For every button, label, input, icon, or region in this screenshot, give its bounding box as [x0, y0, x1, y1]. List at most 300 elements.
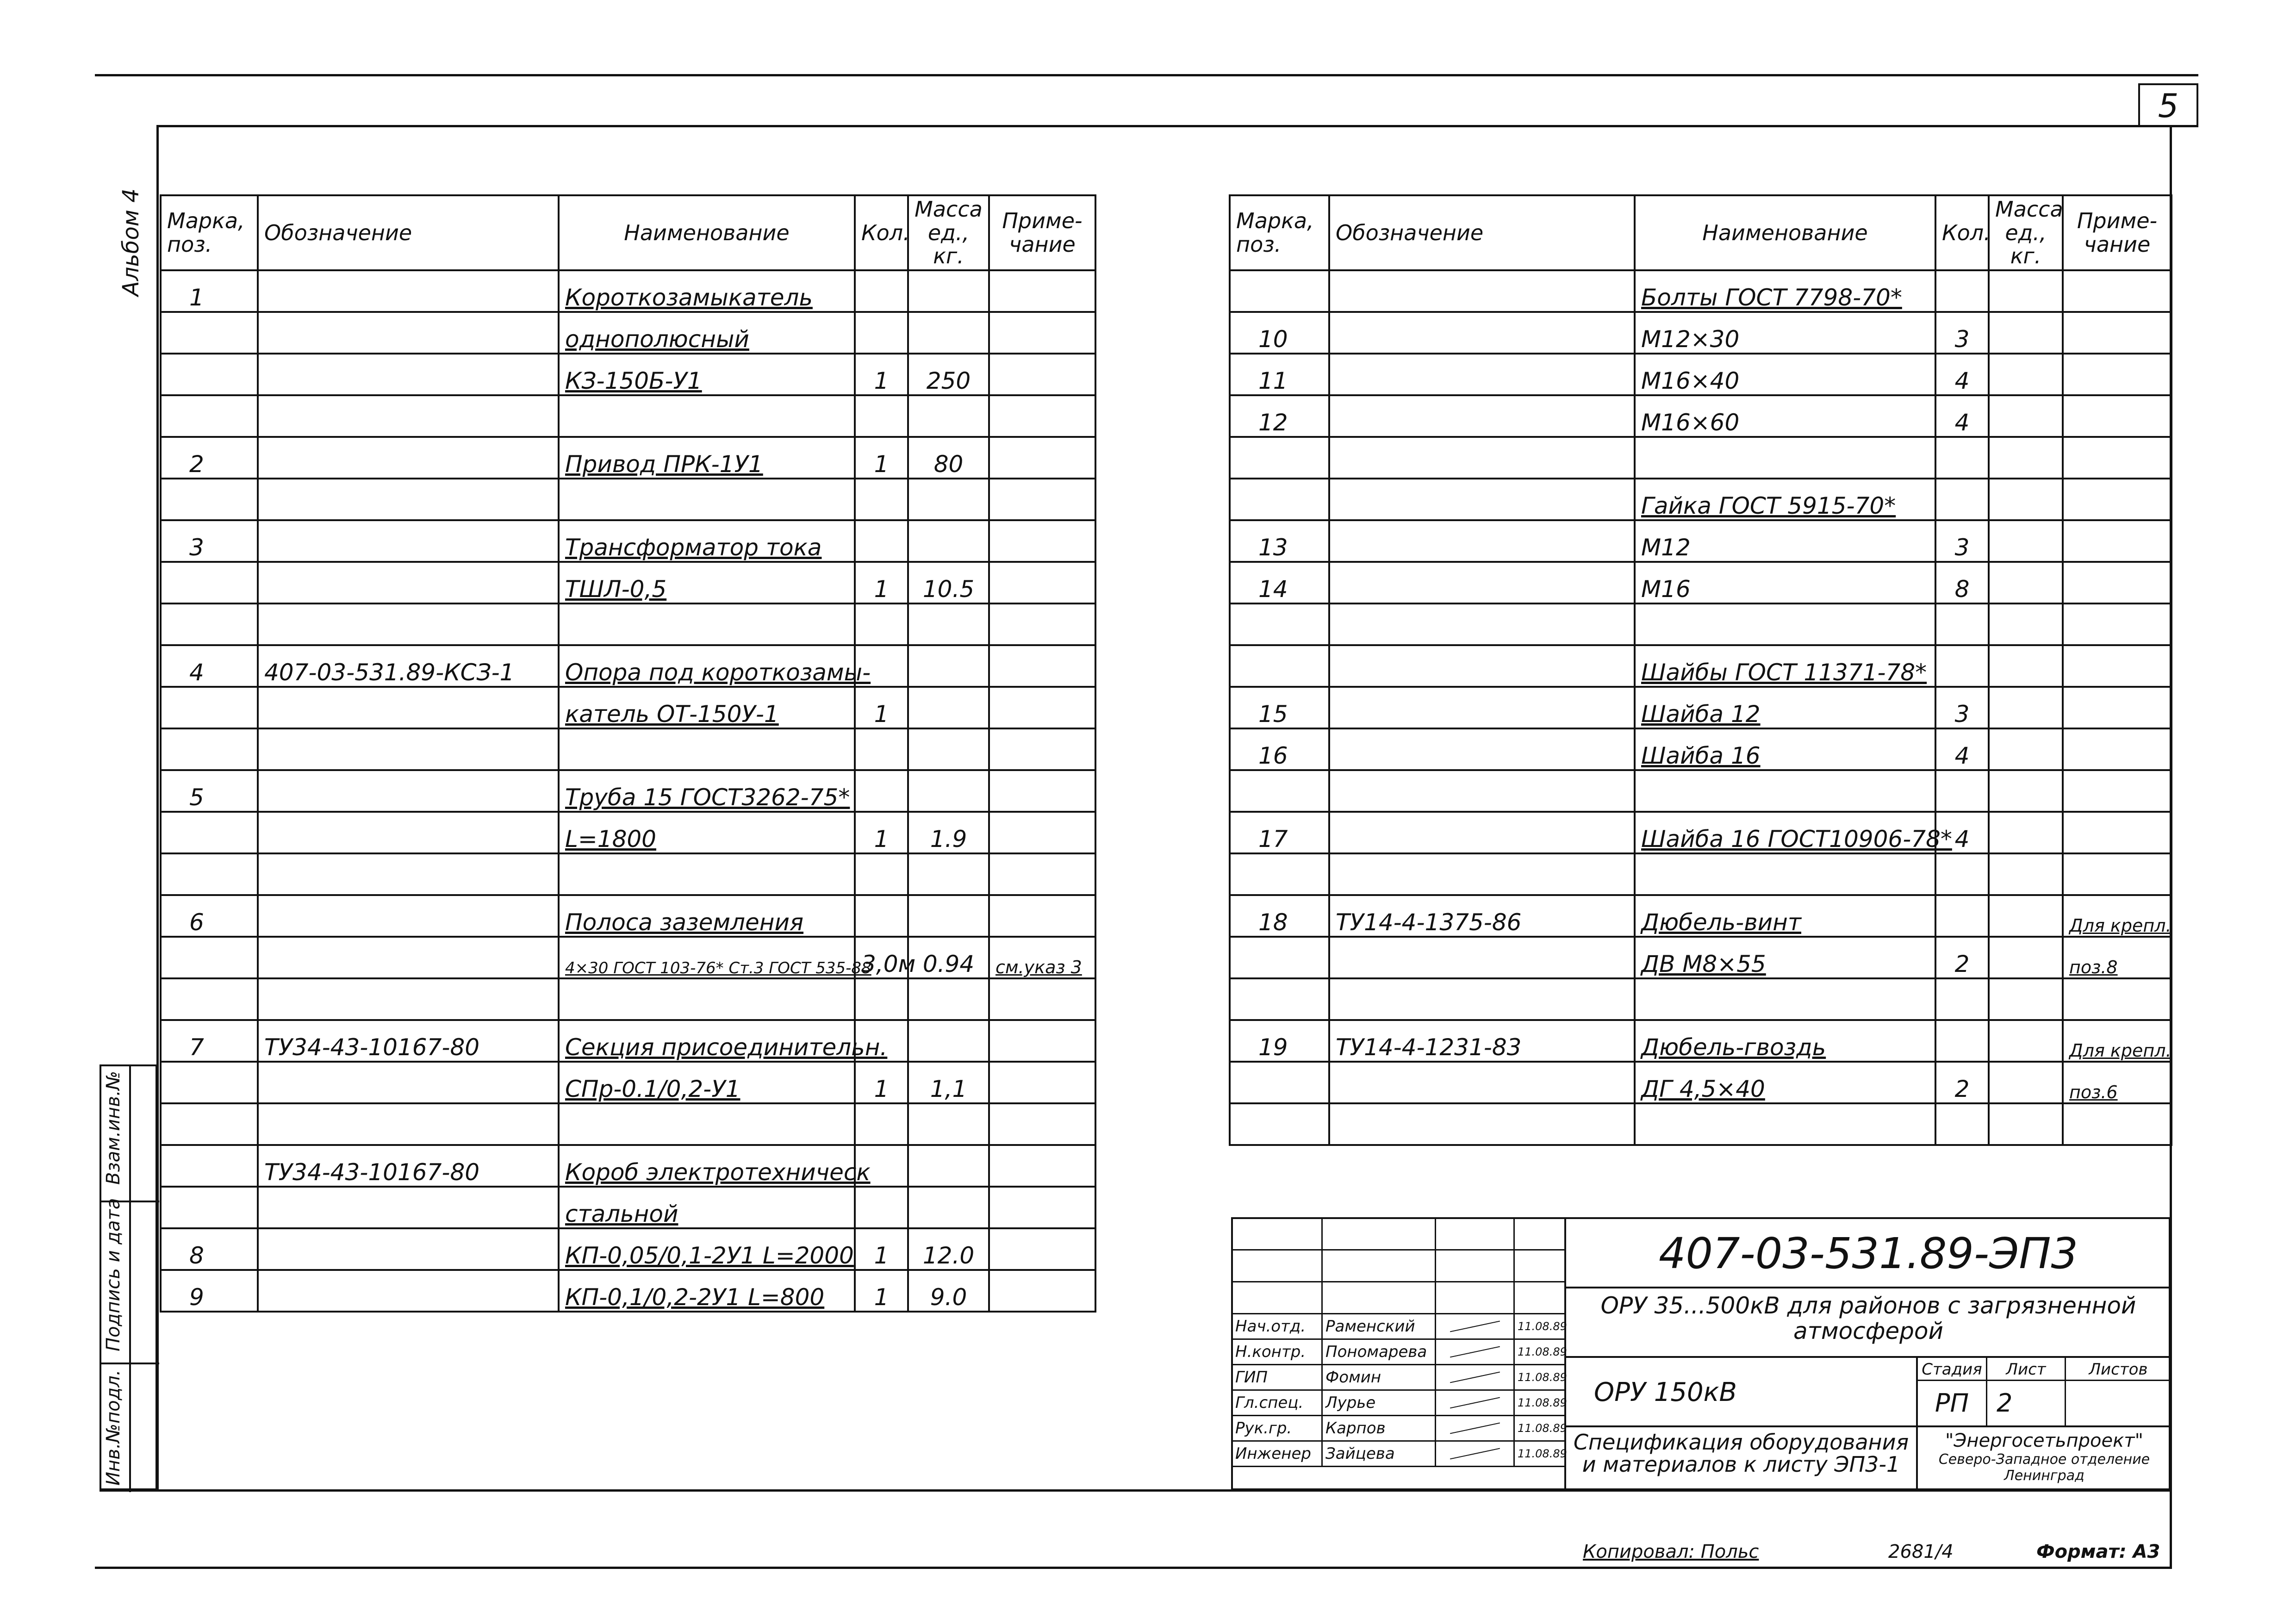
designation-cell [1329, 354, 1635, 395]
designation-cell [258, 1103, 559, 1145]
qty-cell [1935, 645, 1989, 687]
col-mark: Марка, поз. [1230, 195, 1329, 270]
footer-format: Формат: А3 [2036, 1541, 2160, 1562]
note-cell [2063, 770, 2172, 812]
name-cell [559, 978, 855, 1020]
handwritten-signature [1450, 1423, 1500, 1434]
name-cell: КП-0,1/0,2-2У1 L=800 [559, 1270, 855, 1312]
name-cell: Гайка ГОСТ 5915-70* [1635, 479, 1935, 520]
sheet-title: Спецификация оборудования и материалов к листу ЭП3-1 [1564, 1427, 1916, 1490]
pos-cell [161, 1187, 258, 1228]
title-block [1231, 1217, 2171, 1490]
doc-code: 407-03-531.89-ЭП3 [1564, 1219, 2171, 1288]
designation-cell [258, 1228, 559, 1270]
note-cell [989, 895, 1095, 937]
note-cell [989, 728, 1095, 770]
mass-cell [1989, 354, 2063, 395]
designation-cell [1329, 520, 1635, 562]
signature-cell [1436, 1365, 1514, 1390]
mass-cell [908, 520, 989, 562]
mass-cell [908, 312, 989, 354]
date-cell: 11.08.89 [1514, 1365, 1565, 1390]
table-row [161, 1145, 1095, 1187]
qty-cell [855, 479, 908, 520]
pos-cell [161, 812, 258, 853]
note-cell [989, 1187, 1095, 1228]
note-cell [989, 312, 1095, 354]
mass-cell: 12.0 [908, 1228, 989, 1270]
table-row [161, 520, 1095, 562]
pos-cell: 10 [1230, 312, 1329, 354]
name-cell: ДВ М8×55 [1635, 937, 1935, 978]
pos-cell: 8 [161, 1228, 258, 1270]
name-cell [559, 728, 855, 770]
qty-cell [1935, 270, 1989, 312]
qty-cell [1935, 1103, 1989, 1145]
name-cell: М16 [1635, 562, 1935, 604]
table-row [161, 562, 1095, 604]
pos-cell: 18 [1230, 895, 1329, 937]
pos-cell: 1 [161, 270, 258, 312]
note-cell [2063, 645, 2172, 687]
table-row [1230, 437, 2172, 479]
table-row [161, 853, 1095, 895]
designation-cell [1329, 645, 1635, 687]
qty-cell: 1 [855, 1228, 908, 1270]
table-row [161, 270, 1095, 312]
pos-cell: 13 [1230, 520, 1329, 562]
designation-cell [258, 937, 559, 978]
note-cell [2063, 812, 2172, 853]
name-cell [1635, 770, 1935, 812]
table-row [1230, 604, 2172, 645]
pos-cell: 11 [1230, 354, 1329, 395]
col-mass: Масса ед., кг. [1989, 195, 2063, 270]
name-cell: М12 [1635, 520, 1935, 562]
name-cell [1635, 604, 1935, 645]
name-cell: Труба 15 ГОСТ3262-75* [559, 770, 855, 812]
table-row [161, 312, 1095, 354]
pos-cell [1230, 978, 1329, 1020]
name-cell: L=1800 [559, 812, 855, 853]
role-cell: Нач.отд. [1232, 1314, 1322, 1339]
qty-cell: 4 [1935, 354, 1989, 395]
col-qty: Кол. [855, 195, 908, 270]
name-cell: Зайцева [1322, 1441, 1436, 1467]
pos-cell [1230, 604, 1329, 645]
mass-cell [908, 1103, 989, 1145]
signature-blank-row [1232, 1282, 1565, 1314]
note-cell [989, 812, 1095, 853]
col-note: Приме- чание [989, 195, 1095, 270]
table-row [161, 1228, 1095, 1270]
table-row [1230, 1062, 2172, 1103]
name-cell: катель ОТ-150У-1 [559, 687, 855, 728]
blank-cell [1436, 1282, 1514, 1314]
table-row [1230, 479, 2172, 520]
designation-cell [258, 895, 559, 937]
table-row [161, 978, 1095, 1020]
pos-cell [161, 1103, 258, 1145]
blank-cell [1514, 1282, 1565, 1314]
table-header [161, 195, 1095, 270]
stage-box [1916, 1358, 2171, 1427]
table-row [161, 1270, 1095, 1312]
mass-cell [1989, 1020, 2063, 1062]
name-cell: Полоса заземления [559, 895, 855, 937]
table-row [1230, 812, 2172, 853]
date-cell: 11.08.89 [1514, 1390, 1565, 1416]
sheets-label: Листов [2066, 1358, 2171, 1381]
table-row [1230, 354, 2172, 395]
pos-cell: 4 [161, 645, 258, 687]
pos-cell [1230, 479, 1329, 520]
qty-cell: 4 [1935, 728, 1989, 770]
pos-cell [161, 479, 258, 520]
mass-cell [908, 770, 989, 812]
name-cell [559, 853, 855, 895]
note-cell [2063, 1103, 2172, 1145]
qty-cell: 4 [1935, 395, 1989, 437]
designation-cell [1329, 687, 1635, 728]
name-cell: Лурье [1322, 1390, 1436, 1416]
blank-cell [1232, 1250, 1322, 1282]
table-row [1230, 853, 2172, 895]
blank-cell [1232, 1282, 1322, 1314]
name-cell [559, 604, 855, 645]
designation-cell [1329, 1103, 1635, 1145]
org-branch: Северо-Западное отделение [1938, 1451, 2150, 1468]
designation-cell: ТУ14-4-1231-83 [1329, 1020, 1635, 1062]
qty-cell: 4 [1935, 812, 1989, 853]
qty-cell: 1 [855, 1270, 908, 1312]
note-cell [2063, 437, 2172, 479]
table-row [1230, 312, 2172, 354]
name-cell: М16×40 [1635, 354, 1935, 395]
pos-cell: 17 [1230, 812, 1329, 853]
table-row [1230, 978, 2172, 1020]
pos-cell [161, 312, 258, 354]
qty-cell: 1 [855, 812, 908, 853]
pos-cell: 9 [161, 1270, 258, 1312]
table-row [161, 395, 1095, 437]
table-row [1230, 562, 2172, 604]
note-cell: поз.6 [2063, 1062, 2172, 1103]
blank-cell [1514, 1218, 1565, 1250]
note-cell: Для крепл. [2063, 1020, 2172, 1062]
qty-cell [855, 395, 908, 437]
note-cell [989, 395, 1095, 437]
mass-cell [1989, 687, 2063, 728]
table-row [161, 354, 1095, 395]
mass-cell [1989, 395, 2063, 437]
pos-cell: 6 [161, 895, 258, 937]
designation-cell [258, 978, 559, 1020]
mass-cell [1989, 1062, 2063, 1103]
designation-cell: 407-03-531.89-КСЗ-1 [258, 645, 559, 687]
note-cell [2063, 395, 2172, 437]
blank-cell [1322, 1282, 1436, 1314]
mass-cell [1989, 937, 2063, 978]
pos-cell [161, 978, 258, 1020]
note-cell [2063, 479, 2172, 520]
pos-cell [161, 562, 258, 604]
table-row [1230, 687, 2172, 728]
name-cell: Фомин [1322, 1365, 1436, 1390]
name-cell: 4×30 ГОСТ 103-76* Ст.3 ГОСТ 535-88 [559, 937, 855, 978]
designation-cell [1329, 562, 1635, 604]
note-cell [989, 1270, 1095, 1312]
note-cell [2063, 270, 2172, 312]
note-cell [989, 1062, 1095, 1103]
mass-cell: 10.5 [908, 562, 989, 604]
designation-cell [258, 354, 559, 395]
col-name: Наименование [559, 195, 855, 270]
mass-cell [1989, 312, 2063, 354]
designation-cell [258, 437, 559, 479]
mass-cell: 250 [908, 354, 989, 395]
mass-cell: 0.94 [908, 937, 989, 978]
qty-cell [855, 853, 908, 895]
note-cell: Для крепл. [2063, 895, 2172, 937]
name-cell: Трансформатор тока [559, 520, 855, 562]
name-cell [559, 479, 855, 520]
name-cell: ДГ 4,5×40 [1635, 1062, 1935, 1103]
blank-cell [1436, 1250, 1514, 1282]
signature-grid [1231, 1217, 1566, 1467]
mass-cell [908, 1145, 989, 1187]
table-row [1230, 1103, 2172, 1145]
designation-cell [1329, 1062, 1635, 1103]
pos-cell [161, 853, 258, 895]
designation-cell [258, 604, 559, 645]
date-cell: 11.08.89 [1514, 1339, 1565, 1365]
top-rule [95, 74, 2198, 76]
note-cell [989, 978, 1095, 1020]
handwritten-signature [1450, 1372, 1500, 1383]
designation-cell [258, 687, 559, 728]
pos-cell: 12 [1230, 395, 1329, 437]
bottom-rule [95, 1567, 2171, 1569]
mass-cell [1989, 437, 2063, 479]
mass-cell: 1,1 [908, 1062, 989, 1103]
note-cell [989, 770, 1095, 812]
qty-cell [855, 270, 908, 312]
note-cell [989, 1228, 1095, 1270]
pos-cell: 5 [161, 770, 258, 812]
qty-cell [1935, 770, 1989, 812]
mass-cell [1989, 895, 2063, 937]
name-cell: Шайбы ГОСТ 11371-78* [1635, 645, 1935, 687]
table-row [1230, 728, 2172, 770]
table-row [1230, 1020, 2172, 1062]
designation-cell [1329, 437, 1635, 479]
table-row [161, 1062, 1095, 1103]
table-row [161, 604, 1095, 645]
qty-cell [1935, 853, 1989, 895]
signature-row [1232, 1314, 1565, 1339]
qty-cell [1935, 978, 1989, 1020]
note-cell [989, 687, 1095, 728]
qty-cell: 2 [1935, 937, 1989, 978]
name-cell: Болты ГОСТ 7798-70* [1635, 270, 1935, 312]
designation-cell [1329, 978, 1635, 1020]
qty-cell: 1 [855, 437, 908, 479]
designation-cell [258, 1187, 559, 1228]
note-cell [989, 437, 1095, 479]
mass-cell [1989, 1103, 2063, 1145]
qty-cell [855, 312, 908, 354]
qty-cell [855, 770, 908, 812]
designation-cell [258, 812, 559, 853]
mass-cell [908, 1020, 989, 1062]
name-cell: ТШЛ-0,5 [559, 562, 855, 604]
qty-cell: 3 [1935, 520, 1989, 562]
designation-cell [258, 1062, 559, 1103]
col-name: Наименование [1635, 195, 1935, 270]
role-cell: Н.контр. [1232, 1339, 1322, 1365]
mass-cell [908, 270, 989, 312]
signature-blank-row [1232, 1218, 1565, 1250]
pos-cell [1230, 1062, 1329, 1103]
name-cell: Шайба 16 [1635, 728, 1935, 770]
designation-cell [1329, 937, 1635, 978]
pos-cell: 16 [1230, 728, 1329, 770]
pos-cell [161, 1062, 258, 1103]
mass-cell [908, 728, 989, 770]
table-row [161, 1187, 1095, 1228]
pos-cell [1230, 1103, 1329, 1145]
left-spec-table [160, 194, 1096, 1313]
right-spec-table [1229, 194, 2172, 1146]
pos-cell [161, 687, 258, 728]
designation-cell [258, 479, 559, 520]
mass-cell [908, 1187, 989, 1228]
note-cell [989, 853, 1095, 895]
designation-cell [258, 1270, 559, 1312]
signature-row [1232, 1416, 1565, 1441]
qty-cell: 1 [855, 354, 908, 395]
qty-cell [1935, 1020, 1989, 1062]
designation-cell: ТУ34-43-10167-80 [258, 1020, 559, 1062]
handwritten-signature [1450, 1397, 1500, 1409]
name-cell [1635, 853, 1935, 895]
note-cell [989, 1145, 1095, 1187]
mass-cell [908, 604, 989, 645]
blank-cell [1232, 1218, 1322, 1250]
mass-cell [908, 479, 989, 520]
handwritten-signature [1450, 1346, 1500, 1358]
qty-cell: 1 [855, 562, 908, 604]
sheet-number-box [2138, 83, 2198, 127]
designation-cell [1329, 604, 1635, 645]
sign-date-label: Подпись и дата [103, 1198, 124, 1351]
col-mark: Марка, поз. [161, 195, 258, 270]
qty-cell [1935, 437, 1989, 479]
blank-cell [1436, 1218, 1514, 1250]
table-row [1230, 270, 2172, 312]
col-designation: Обозначение [1329, 195, 1635, 270]
pos-cell: 3 [161, 520, 258, 562]
table-row [161, 479, 1095, 520]
table-row [161, 1103, 1095, 1145]
table-row [161, 645, 1095, 687]
table-row [1230, 895, 2172, 937]
signature-blank-row [1232, 1250, 1565, 1282]
designation-cell: ТУ34-43-10167-80 [258, 1145, 559, 1187]
table-row [1230, 395, 2172, 437]
note-cell [989, 520, 1095, 562]
designation-cell [258, 853, 559, 895]
designation-cell [1329, 270, 1635, 312]
qty-cell [855, 520, 908, 562]
pos-cell [161, 604, 258, 645]
name-cell: М16×60 [1635, 395, 1935, 437]
mass-cell [908, 978, 989, 1020]
signature-cell [1436, 1416, 1514, 1441]
name-cell: КЗ-150Б-У1 [559, 354, 855, 395]
qty-cell [855, 895, 908, 937]
signature-row [1232, 1390, 1565, 1416]
mass-cell [1989, 270, 2063, 312]
signature-row [1232, 1339, 1565, 1365]
name-cell: СПр-0.1/0,2-У1 [559, 1062, 855, 1103]
footer-copied: Копировал: Польс [1583, 1541, 1759, 1562]
name-cell: стальной [559, 1187, 855, 1228]
signature-row [1232, 1441, 1565, 1467]
qty-cell [855, 978, 908, 1020]
note-cell [989, 562, 1095, 604]
org-city: Ленинград [2004, 1468, 2084, 1484]
name-cell [559, 395, 855, 437]
pos-cell [1230, 270, 1329, 312]
qty-cell: 3,0м [855, 937, 908, 978]
album-label: Альбом 4 [118, 188, 144, 296]
mass-cell [908, 687, 989, 728]
col-qty: Кол. [1935, 195, 1989, 270]
pos-cell: 2 [161, 437, 258, 479]
designation-cell [1329, 770, 1635, 812]
note-cell [989, 1103, 1095, 1145]
mass-cell [1989, 770, 2063, 812]
name-cell: Карпов [1322, 1416, 1436, 1441]
name-cell: М12×30 [1635, 312, 1935, 354]
footer-number: 2681/4 [1888, 1541, 1954, 1562]
qty-cell: 3 [1935, 687, 1989, 728]
signature-cell [1436, 1441, 1514, 1467]
note-cell [2063, 520, 2172, 562]
date-cell: 11.08.89 [1514, 1416, 1565, 1441]
date-cell: 11.08.89 [1514, 1314, 1565, 1339]
designation-cell [1329, 395, 1635, 437]
name-cell [559, 1103, 855, 1145]
note-cell [2063, 562, 2172, 604]
pos-cell [1230, 645, 1329, 687]
pos-cell [161, 395, 258, 437]
designation-cell [258, 562, 559, 604]
org-box [1916, 1427, 2171, 1490]
table-row [1230, 770, 2172, 812]
mass-cell [1989, 520, 2063, 562]
role-cell: ГИП [1232, 1365, 1322, 1390]
col-note: Приме- чание [2063, 195, 2172, 270]
sheet-label: Лист [1987, 1358, 2066, 1381]
table-row [161, 437, 1095, 479]
table-row [1230, 520, 2172, 562]
table-row [1230, 645, 2172, 687]
table-row [161, 770, 1095, 812]
table-row [161, 895, 1095, 937]
